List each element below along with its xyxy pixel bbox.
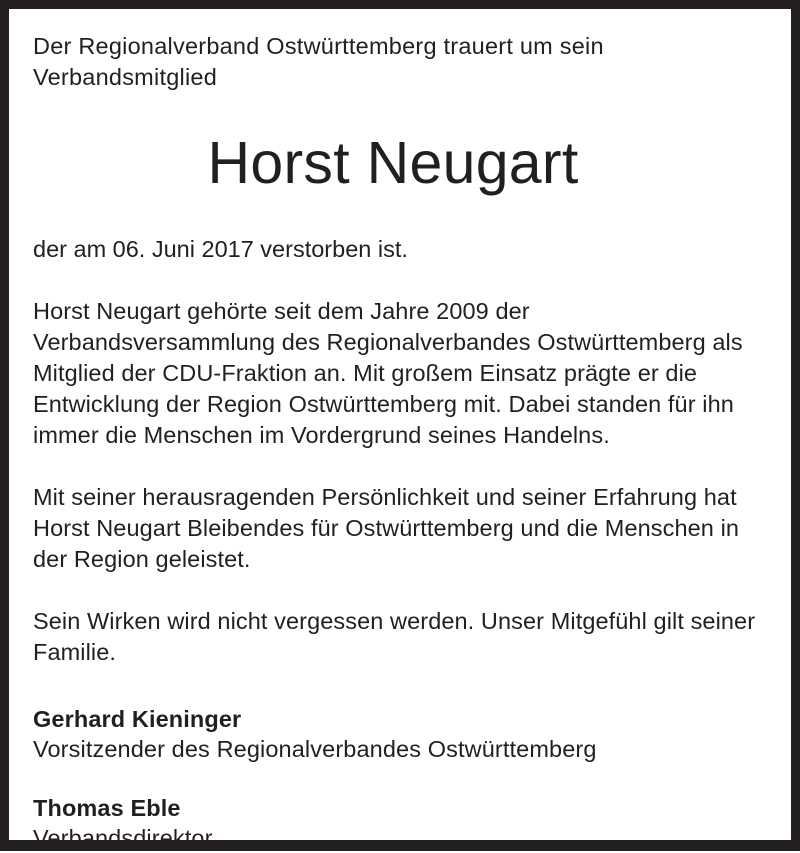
signatory-role: Vorsitzender des Regionalverbandes Ostwürttemberg bbox=[33, 735, 597, 762]
death-date-line: der am 06. Juni 2017 verstorben ist. bbox=[33, 235, 408, 262]
body-paragraph: Mit seiner herausragenden Persönlichkeit und seiner Erfahrung hat Horst Neugart Bleibendes für Ostwürttemberg und die Menschen in der Region geleistet. bbox=[33, 483, 740, 572]
signature-block bbox=[33, 793, 767, 853]
notice-intro-text: Der Regionalverband Ostwürttemberg trauert um sein Verbandsmitglied bbox=[33, 33, 604, 90]
notice-content bbox=[9, 9, 791, 851]
signatory-name: Thomas Eble bbox=[33, 794, 181, 821]
deceased-name: Horst Neugart bbox=[207, 130, 579, 196]
signature-section bbox=[33, 704, 767, 853]
signatory-name: Gerhard Kieninger bbox=[33, 705, 242, 732]
signatory-role: Verbandsdirektor bbox=[33, 824, 213, 851]
notice-body bbox=[33, 296, 767, 668]
body-paragraph: Sein Wirken wird nicht vergessen werden. Unser Mitgefühl gilt seiner Familie. bbox=[33, 607, 756, 665]
signature-block bbox=[33, 704, 767, 764]
body-paragraph: Horst Neugart gehörte seit dem Jahre 2009 der Verbandsversammlung des Regionalverbandes Ostwürttemberg als Mitglied der CDU-Fraktion an. Mit großem Einsatz prägte er die Entwicklung der Region Ostwürttemberg mit. Dabei standen für ihn immer die Menschen im Vordergrund seines Handelns. bbox=[33, 297, 743, 448]
